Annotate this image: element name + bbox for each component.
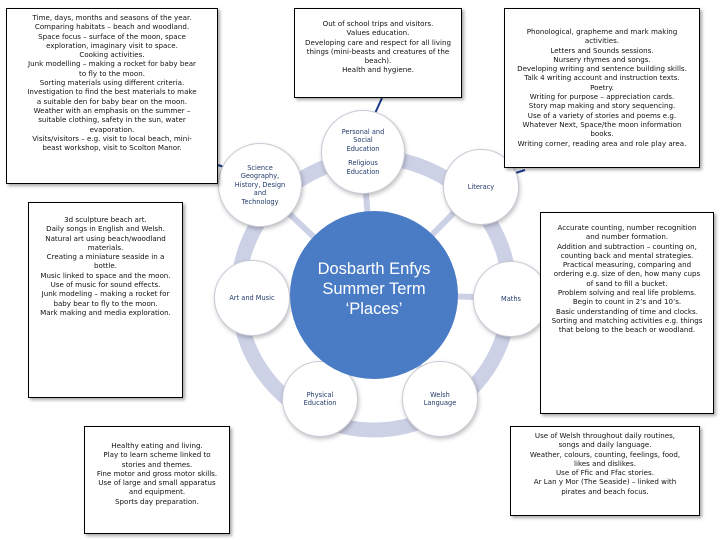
box-artmusic-line-6: bottle. (94, 261, 117, 271)
box-science-line-15: beast workshop, visit to Scolton Manor. (42, 143, 182, 153)
node-science-line-1: Science (247, 163, 273, 172)
box-physical-line-4: Fine motor and gross motor skills. (96, 468, 218, 478)
node-physical-line-1: Physical (306, 390, 334, 399)
node-personal-line-2: Social (353, 136, 373, 145)
box-artmusic-line-4: materials. (87, 242, 124, 252)
box-maths-line-9: Begin to count in 2’s and 10’s. (572, 297, 682, 307)
box-literacy-line-6: Talk 4 writing account and instruction texts. (524, 73, 680, 83)
node-welsh-line-2: Language (423, 399, 457, 407)
node-personal-social-religious (321, 110, 405, 194)
node-welsh-language (402, 361, 478, 437)
box-science-line-8: Sorting materials using different criteria. (39, 78, 185, 88)
box-physical-line-6: and equipment. (128, 487, 186, 497)
box-personal-line-6: Health and hygiene. (342, 65, 414, 75)
box-literacy-line-1: Phonological, grapheme and mark making (526, 27, 678, 36)
box-literacy-line-3: Letters and Sounds sessions. (550, 45, 654, 55)
center-title-circle (290, 211, 458, 379)
box-personal-line-4: things (mini-beasts and creatures of the (306, 46, 450, 56)
box-physical-line-2: Play to learn scheme linked to (103, 450, 211, 460)
box-science-line-5: Cooking activities. (79, 50, 145, 60)
box-maths-line-6: ordering e.g. size of den, how many cups (553, 269, 701, 279)
node-personal-line-5: Religious (348, 159, 378, 168)
box-science-line-11: Weather with an emphasis on the summer – (33, 105, 191, 115)
box-science-line-9: Investigation to find the best materials to make (27, 87, 197, 97)
box-artmusic-line-5: Creating a miniature seaside in a (46, 252, 165, 262)
box-personal-line-2: Values education. (346, 28, 410, 38)
box-science-line-10: a suitable den for baby bear on the moon. (36, 96, 188, 106)
box-welsh-line-6: Ar Lan y Mor (The Seaside) – linked with (533, 477, 677, 487)
node-personal-line-6: Education (346, 167, 380, 176)
box-maths-line-12: that belong to the beach or woodland. (558, 325, 696, 335)
box-science-line-6: Junk modelling – making a rocket for baby bear (28, 59, 196, 69)
node-science-line-3: History, Design (234, 180, 286, 189)
box-welsh-line-3: Weather, colours, counting, feelings, food, (529, 449, 681, 459)
box-physical-education (84, 426, 230, 534)
box-literacy-line-2: activities. (584, 36, 620, 46)
box-science-line-14: Visits/visitors – e.g. visit to local beach, mini- (32, 133, 192, 143)
box-physical-line-3: stories and themes. (121, 459, 193, 469)
center-title-line-2: Summer Term (322, 280, 426, 298)
node-science-geography-history-dt (218, 143, 302, 227)
box-artmusic-line-7: Music linked to space and the moon. (40, 270, 171, 280)
box-literacy (504, 8, 700, 168)
node-art-and-music (214, 260, 290, 336)
box-welsh-line-5: Use of Ffic and Ffac stories. (555, 468, 654, 478)
box-science-line-3: Space focus – surface of the moon, space (38, 31, 186, 41)
box-literacy-line-4: Nursery rhymes and songs. (553, 54, 651, 64)
node-science-line-2: Geography, (240, 172, 280, 181)
box-artmusic-line-2: Daily songs in English and Welsh. (46, 224, 165, 234)
node-science-line-4: and (253, 189, 267, 198)
box-physical-line-1: Healthy eating and living. (111, 441, 203, 450)
box-maths-line-4: counting back and mental strategies. (560, 250, 694, 260)
box-literacy-line-8: Writing for purpose – appreciation cards. (529, 92, 675, 102)
box-literacy-line-12: books. (590, 129, 614, 139)
box-maths-line-5: Practical measuring, comparing and (562, 260, 692, 270)
box-science-line-12: suitable clothing, safety in the sun, water (38, 115, 186, 125)
box-science-geography-history-dt (6, 8, 218, 184)
box-maths-line-1: Accurate counting, number recognition (557, 223, 697, 232)
box-welsh-line-7: pirates and beach focus. (561, 486, 649, 496)
box-literacy-line-5: Developing writing and sentence building skills. (517, 64, 687, 74)
box-artmusic-line-9: Junk modeling – making a rocket for (41, 289, 170, 299)
box-literacy-line-10: Use of a variety of stories and poems e.g. (527, 110, 677, 120)
center-title-line-1: Dosbarth Enfys (317, 260, 431, 278)
box-literacy-line-11: Whatever Next, Space/the moon information (522, 119, 682, 129)
box-personal-line-5: beach). (364, 56, 392, 66)
box-literacy-line-13: Writing corner, reading area and role play area. (517, 138, 687, 148)
box-maths-line-3: Addition and subtraction – counting on, (557, 241, 697, 251)
node-maths (473, 261, 549, 337)
node-personal-line-1: Personal and (341, 127, 385, 136)
node-physical-line-2: Education (303, 399, 337, 407)
box-artmusic-line-10: baby bear to fly to the moon. (53, 298, 158, 308)
box-maths-line-10: Basic understanding of time and clocks. (555, 306, 698, 316)
box-art-and-music (28, 202, 183, 398)
node-science-line-5: Technology (241, 197, 279, 206)
box-science-line-13: evaporation. (89, 124, 135, 134)
box-science-line-2: Comparing habitats – beach and woodland. (34, 22, 190, 32)
box-welsh-line-4: likes and dislikes. (574, 458, 636, 468)
box-welsh-line-2: songs and daily language. (558, 440, 652, 450)
box-welsh-line-1: Use of Welsh throughout daily routines, (534, 431, 676, 440)
node-personal-line-3: Education (346, 144, 380, 153)
box-artmusic-line-1: 3d sculpture beach art. (64, 215, 147, 224)
box-artmusic-line-11: Mark making and media exploration. (40, 307, 171, 317)
box-welsh-language (510, 426, 700, 516)
box-science-line-4: exploration, imaginary visit to space. (46, 40, 178, 50)
box-artmusic-line-3: Natural art using beach/woodland (45, 233, 166, 243)
box-personal-line-1: Out of school trips and visitors. (322, 19, 434, 28)
box-maths (540, 212, 714, 414)
box-literacy-line-7: Poetry. (590, 82, 614, 92)
box-artmusic-line-8: Use of music for sound effects. (50, 280, 161, 290)
box-literacy-line-9: Story map making and story sequencing. (528, 101, 676, 111)
box-personal-line-3: Developing care and respect for all living (305, 37, 451, 47)
node-welsh-line-1: Welsh (430, 390, 450, 399)
box-science-line-7: to fly to the moon. (79, 68, 145, 78)
box-physical-line-7: Sports day preparation. (115, 496, 199, 506)
node-literacy-label: Literacy (467, 182, 495, 191)
box-maths-line-8: Problem solving and real life problems. (557, 288, 697, 298)
box-science-line-1: Time, days, months and seasons of the year. (32, 13, 192, 22)
box-maths-line-2: and number formation. (585, 232, 669, 242)
box-maths-line-7: of sand to fill a bucket. (586, 278, 668, 288)
center-title-line-3: ‘Places’ (345, 300, 403, 318)
node-maths-label: Maths (501, 294, 521, 303)
box-maths-line-11: Sorting and matching activities e.g. things (551, 315, 703, 325)
box-physical-line-5: Use of large and small apparatus (98, 478, 216, 488)
center-title (318, 259, 431, 319)
node-artmusic-label: Art and Music (229, 293, 275, 302)
box-personal-social-religious (294, 8, 462, 98)
